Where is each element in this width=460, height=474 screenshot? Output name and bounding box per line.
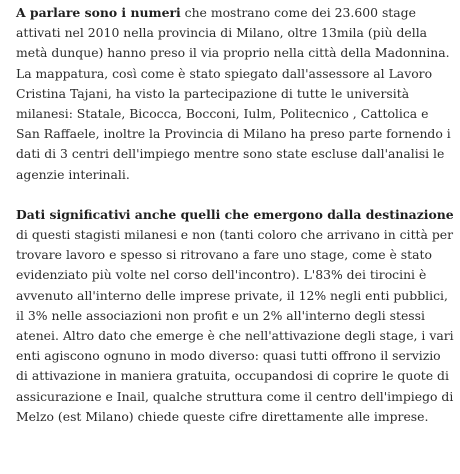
article-body xyxy=(16,3,456,427)
paragraph-lead: Dati significativi anche quelli che emergono dalla destinazione xyxy=(16,206,454,222)
paragraph-text: che mostrano come dei 23.600 stage attivati nel 2010 nella provincia di Milano, oltre 13mila (più della metà dunque) hanno preso il via proprio nella città della Madonnina. La mappatura, così come è stato spiegato dall'assessore al Lavoro Cristina Tajani, ha visto la partecipazione di tutte le università milanesi: Statale, Bicocca, Bocconi, Iulm, Politecnico , Cattolica e San Raffaele, inoltre la Provincia di Milano ha preso parte fornendo i dati di 3 centri dell'impiego mentre sono state escluse dall'analisi le agenzie interinali. xyxy=(16,5,451,182)
paragraph-numbers xyxy=(16,3,456,185)
paragraph-destination xyxy=(16,205,456,427)
paragraph-lead: A parlare sono i numeri xyxy=(16,5,181,20)
paragraph-text: di questi stagisti milanesi e non (tanti coloro che arrivano in città per trovare lavoro e spesso si ritrovano a fare uno stage, come è stato evidenziato più volte nel corso dell'incontro). L'83% dei tirocini è avvenuto all'interno delle imprese private, il 12% negli enti pubblici, il 3% nelle associazioni non profit e un 2% all'interno degli stessi atenei. Altro dato che emerge è che nell'attivazione degli stage, i vari enti agiscono ognuno in modo diverso: quasi tutti offrono il servizio di attivazione in maniera gratuita, occupandosi di coprire le quote di assicurazione e Inail, qualche struttura come il centro dell'impiego di Melzo (est Milano) chiede queste cifre direttamente alle imprese. xyxy=(16,227,454,424)
